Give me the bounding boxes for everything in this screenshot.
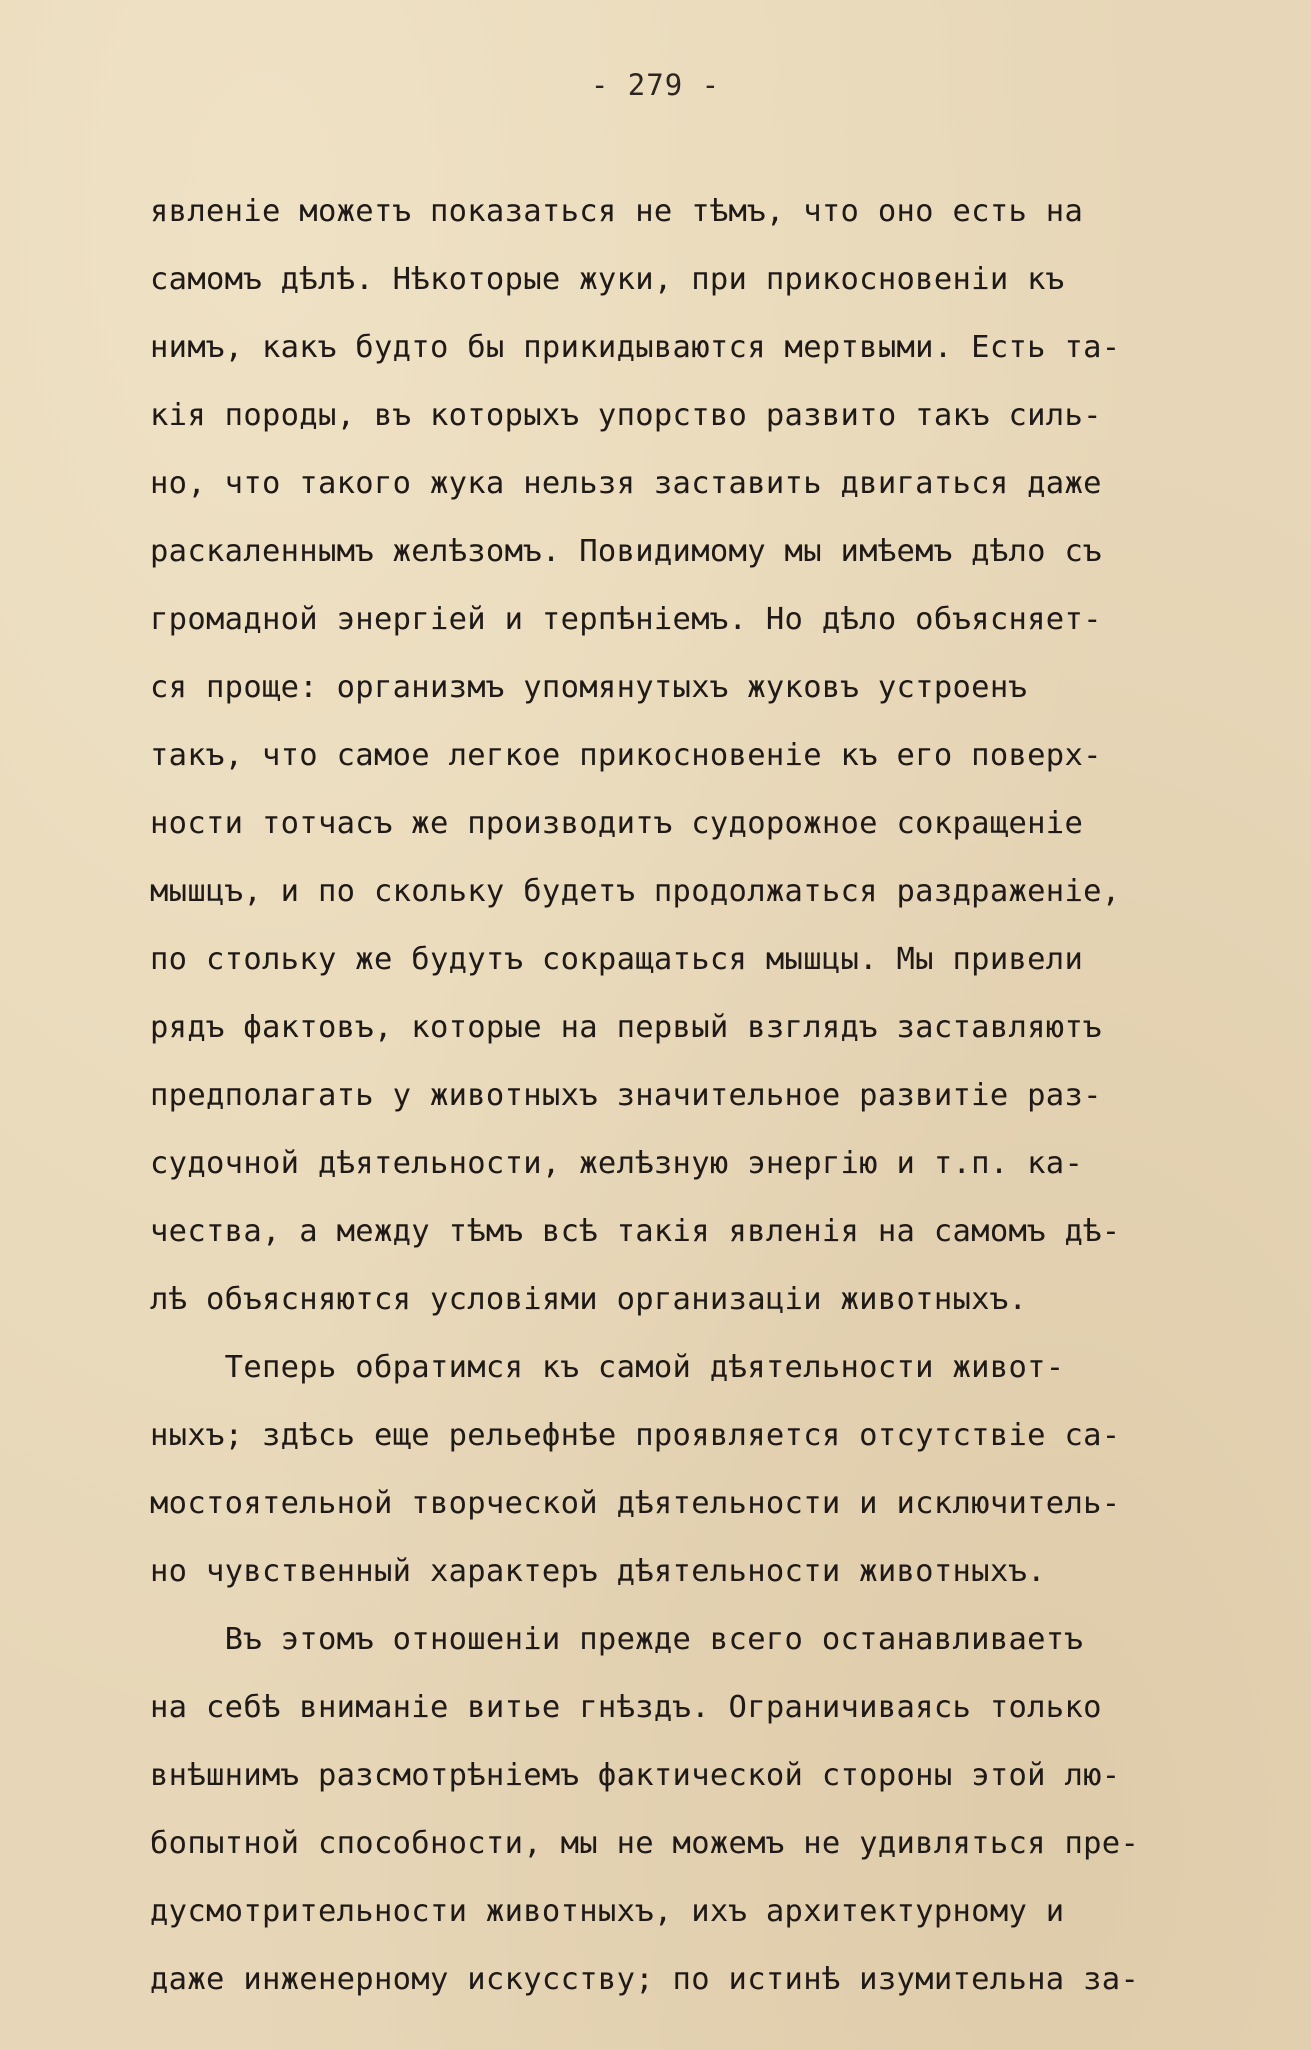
text-line: самомъ дѣлѣ. Нѣкоторые жуки, при прикосновенiи къ <box>150 262 1065 297</box>
text-line: но, что такого жука нельзя заставить двигаться даже <box>150 466 1102 501</box>
text-line: чества, а между тѣмъ всѣ такія явленiя на самомъ дѣ- <box>150 1214 1121 1249</box>
text-line: рядъ фактовъ, которые на первый взглядъ заставляютъ <box>150 1010 1102 1045</box>
text-line: по стольку же будутъ сокращаться мышцы. Мы привели <box>150 942 1084 977</box>
text-line: дусмотрительности животныхъ, ихъ архитектурному и <box>150 1894 1065 1929</box>
text-line: судочной дѣятельности, желѣзную энергiю и т.п. ка- <box>150 1146 1084 1181</box>
text-line: ныхъ; здѣсь еще рельефнѣе проявляется отсутствiе са- <box>150 1418 1121 1453</box>
text-line: ся проще: организмъ упомянутыхъ жуковъ устроенъ <box>150 670 1028 705</box>
text-line: лѣ объясняются условiями организацiи животныхъ. <box>150 1282 1028 1317</box>
text-line: внѣшнимъ разсмотрѣнiемъ фактической стороны этой лю- <box>150 1758 1121 1793</box>
paragraph-start-line: Въ этомъ отношенiи прежде всего останавливаетъ <box>150 1622 1084 1657</box>
text-line: ности тотчасъ же производитъ судорожное сокращенiе <box>150 806 1084 841</box>
text-line: даже инженерному искусству; по истинѣ изумительна за- <box>150 1962 1140 1997</box>
page-number: - 279 - <box>590 68 721 102</box>
text-line: но чувственный характеръ дѣятельности животныхъ. <box>150 1554 1046 1589</box>
text-line: нимъ, какъ будто бы прикидываются мертвыми. Есть та- <box>150 330 1121 365</box>
text-line: громадной энергiей и терпѣнiемъ. Но дѣло объясняет- <box>150 602 1102 637</box>
text-line: на себѣ вниманiе витье гнѣздъ. Ограничиваясь только <box>150 1690 1102 1725</box>
text-line: предполагать у животныхъ значительное развитiе раз- <box>150 1078 1102 1113</box>
text-line: раскаленнымъ желѣзомъ. Повидимому мы имѣемъ дѣло съ <box>150 534 1102 569</box>
paragraph-start-line: Теперь обратимся къ самой дѣятельности живот- <box>150 1350 1065 1385</box>
text-line: такъ, что самое легкое прикосновенiе къ его поверх- <box>150 738 1102 773</box>
text-line: явленіе можетъ показаться не тѣмъ, что оно есть на <box>150 194 1084 229</box>
text-line: мышцъ, и по скольку будетъ продолжаться раздраженiе, <box>150 874 1121 909</box>
text-line: мостоятельной творческой дѣятельности и исключитель- <box>150 1486 1121 1521</box>
body-text <box>150 178 1260 2014</box>
text-line: кія породы, въ которыхъ упорство развито такъ силь- <box>150 398 1102 433</box>
text-line: бопытной способности, мы не можемъ не удивляться пре- <box>150 1826 1140 1861</box>
